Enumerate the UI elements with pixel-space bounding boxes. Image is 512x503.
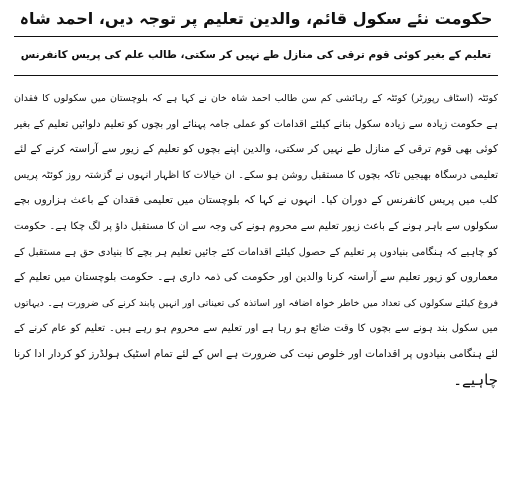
article-subheadline: حکومت نئے سکول قائم، والدین تعلیم پر توجہ دیں، احمد شاہ [19, 9, 493, 28]
article-body [14, 86, 498, 393]
body-line: فروغ کیلئے سکولوں کی تعداد میں خاطر خواہ اضافہ اور اساتذہ کی تعیناتی اور انہیں پابند کرنے کی ضرورت ہے۔ دیہاتوں [14, 297, 498, 309]
body-line: کوئٹہ (اسٹاف رپورٹر) کوئٹہ کے رہائشی کم سن طالب احمد شاہ خان نے کہا ہے کہ بلوچستان میں سکولوں کا فقدان [14, 93, 498, 104]
body-line: کلب میں پریس کانفرنس کے دوران کیا۔ انہوں نے کہا کہ بلوچستان میں تعلیمی فقدان کے باعث ہزاروں بچے [14, 194, 498, 207]
body-line: کو چاہیے کہ ہنگامی بنیادوں پر تعلیم کے حصول کیلئے اقدامات کئے جائیں تعلیم ہر بچے کا بنیادی حق ہے مستقبل کے [14, 246, 498, 258]
article-headline: تعلیم کے بغیر کوئی قوم ترقی کی منازل طے نہیں کر سکتی، طالب علم کی پریس کانفرنس [14, 36, 498, 76]
body-line: تعلیمی درسگاہ بھیجیں تاکہ بچوں کا مستقبل روشن ہو سکے۔ ان خیالات کا اظہار انہوں نے گزشتہ روز کوئٹہ پریس [14, 169, 498, 181]
body-line: لئے ہنگامی بنیادوں پر اقدامات اور خلوص نیت کی ضرورت ہے اس کے لئے تمام اسٹیک ہولڈرز کو کردار ادا کرنا [14, 347, 498, 360]
body-line: معماروں کو زیور تعلیم سے آراستہ کرنا والدین اور حکومت کی ذمہ داری ہے۔ حکومت بلوچستان میں تعلیم کے [14, 271, 498, 284]
body-line: سکولوں سے باہر ہونے کے باعث زیور تعلیم سے محروم ہونے کی وجہ سے ان کا مستقبل داؤ پر لگ چکا ہے۔ حکومت [14, 220, 498, 232]
body-line: میں سکول بند ہونے سے بچوں کا وقت ضائع ہو رہا ہے اور تعلیم سے محروم ہو رہے ہیں۔ تعلیم کو عام کرنے کے [14, 323, 498, 335]
body-line: چاہیے۔ [453, 370, 498, 389]
body-line: کوئی بھی قوم ترقی کے منازل طے نہیں کر سکتی، والدین اپنے بچوں کو تعلیم کے زیور سے آراستہ کرنے کے لئے [14, 143, 498, 156]
body-line: ہے حکومت زیادہ سے زیادہ سکول بنانے کیلئے اقدامات کو عملی جامہ پہنائے اور بچوں کو تعلیم دلوائیں تعلیم کے بغیر [14, 118, 498, 130]
